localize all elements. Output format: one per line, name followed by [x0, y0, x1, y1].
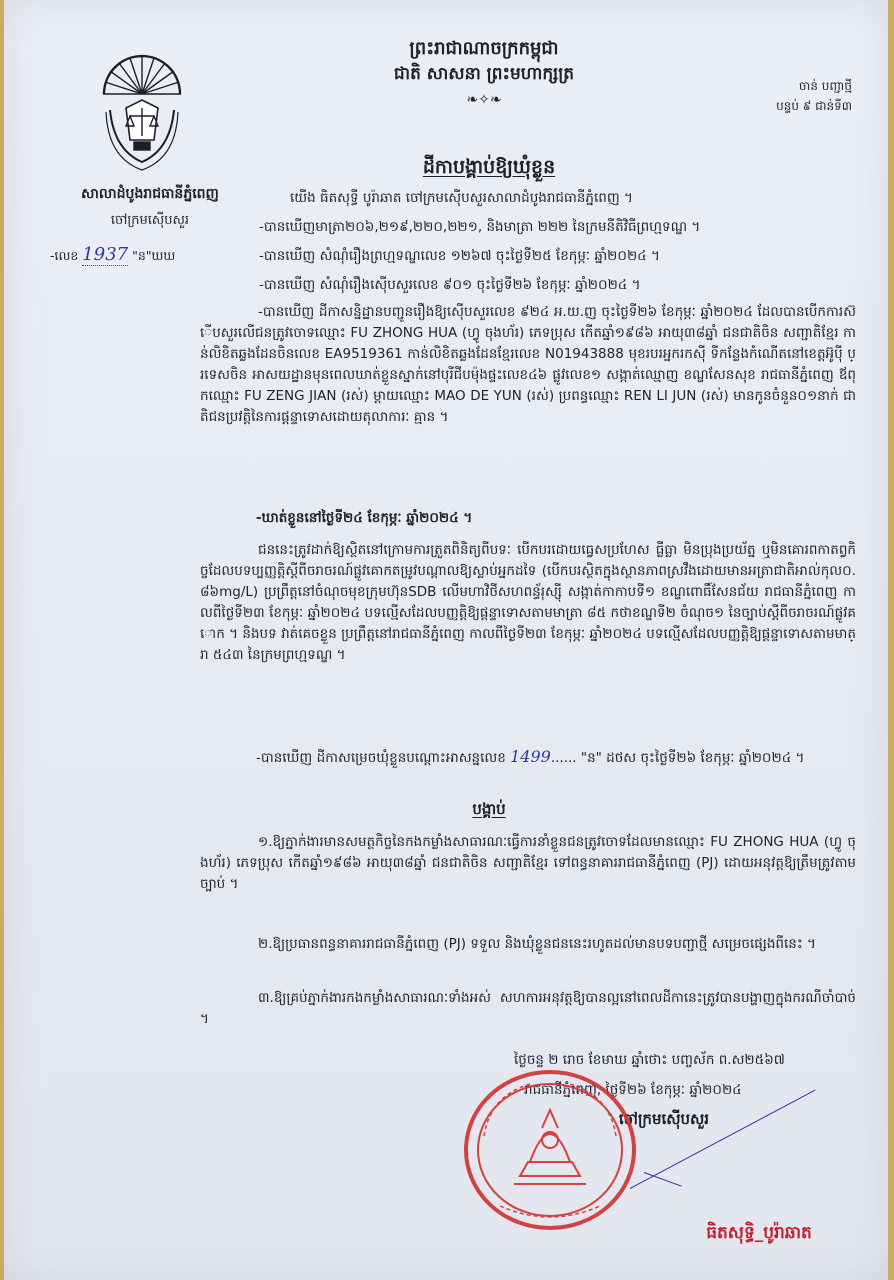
preamble: យើង ធិតសុទ្ធី បូរ៉ាឆាត ចៅក្រមស៊ើបសួរសាលាដំបូងរាជធានីភ្នំពេញ ។ [290, 190, 633, 206]
charges-paragraph: ជននេះត្រូវដាក់ឱ្យស្ថិតនៅក្រោមការត្រួតពិនិត្យពីបទៈ បើកបរដោយធ្វេសប្រហែស ធ្លីធ្លា មិនប្រុងប្រយ័ត្ន ឬមិនគោរពកាតព្វកិច្ចដែលបទប្បញ្ញត្តិស្ដីពីចរាចរណ៍ផ្លូវគោកតម្រូវបណ្ដាលឱ្យស្លាប់អ្នកដទៃ (បើកបរស្ថិតក្នុងស្ថានភាពស្រវឹងដោយមានអត្រាជាតិអាល់កុល០.៨៦mg/L) ប្រព្រឹត្តនៅចំណុចមុខក្រុមហ៊ុនSDB លើមហាវិថីសហពន្ធ័រុស្ស៊ី សង្កាត់កាកាបទី១ ខណ្ឌពោធិ៍សែនជ័យ រាជធានីភ្នំពេញ កាលពីថ្ងៃទី២៣ ខែកុម្ភៈ ឆ្នាំ២០២៤ បទល្មើសដែលបញ្ញត្តិឱ្យផ្ដន្ទាទោសតាមមាត្រា ៨៥ កថាខណ្ឌទី២ ចំណុច១ នៃច្បាប់ស្ដីពីចរាចរណ៍ផ្លូវគោក ។ និងបទ វាត់គេចខ្លួន ប្រព្រឹត្តនៅរាជធានីភ្នំពេញ កាលពីថ្ងៃទី២៣ ខែកុម្ភៈ ឆ្នាំ២០២៤ បទល្មើសដែលបញ្ញត្តិឱ្យផ្ដន្ទាទោសតាមមាត្រា ៥៤៣ នៃក្រមព្រហ្មទណ្ឌ ។ [200, 542, 856, 663]
lunar-date: ថ្ងៃចន្ទ ២ រោច ខែមាឃ ឆ្នាំថោះ បញ្ចស័ក ព.ស២៥៦៧ [514, 1052, 785, 1068]
signature-stroke [644, 1172, 682, 1187]
kingdom-title: ព្រះរាជាណាចក្រកម្ពុជា [409, 38, 559, 59]
provisional-suffix: ...... "ន" ដថស ចុះថ្ងៃទី២៦ ខែកុម្ភៈ ឆ្នាំ២០២៤ ។ [550, 750, 805, 766]
court-seal-stamp-icon [460, 1066, 640, 1234]
consideration-1: -បានឃើញមាត្រា២០៦,២១៩,២២០,២២១, និងមាត្រា ២២២ នៃក្រមនីតិវិធីព្រហ្មទណ្ឌ ។ [259, 219, 701, 235]
order-number [50, 244, 250, 267]
order-item-2: ២.ឱ្យប្រធានពន្ធនាគាររាជធានីភ្នំពេញ (PJ) ទទួល និងឃុំខ្លួនជននេះរហូតដល់មានបទបញ្ជាថ្មី សម្រេចផ្សេងពីនេះ ។ [258, 936, 816, 952]
solar-date: រាជធានីភ្នំពេញ, ថ្ងៃទី២៦ ខែកុម្ភៈ ឆ្នាំ២០២៤ [524, 1082, 742, 1098]
order-item-3: ៣.ឱ្យគ្រប់ភ្នាក់ងារកងកម្លាំងសាធារណៈទាំងអស់ សហការអនុវត្តឱ្យបានល្អនៅពេលដីកានេះត្រូវបានបង្ហាញក្នុងករណីចាំបាច់ ។ [200, 990, 856, 1027]
court-name: សាលាដំបូងរាជធានីភ្នំពេញ [81, 186, 219, 202]
order-number-value: 1937 [82, 244, 129, 265]
signer-title: ចៅក្រមស៊ើបសួរ [618, 1110, 710, 1128]
order-item-1: ១.ឱ្យភ្នាក់ងារមានសមត្ថកិច្ចនៃកងកម្លាំងសាធារណៈធ្វើការនាំខ្លួនជនត្រូវចោទដែលមានឈ្មោះ FU ZHONG HUA (ហ្វូ ចុងហ័រ) ភេទប្រុស កើតឆ្នាំ១៩៨៦ អាយុ៣៨ឆ្នាំ ជនជាតិចិន សញ្ជាតិខ្មែរ ទៅពន្ធនាគាររាជធានីភ្នំពេញ (PJ) ដោយអនុវត្តឱ្យត្រឹមត្រូវតាមច្បាប់ ។ [200, 834, 856, 892]
motto: ជាតិ សាសនា ព្រះមហាក្សត្រ [393, 64, 575, 84]
signer-name: ធិតសុទ្ធិ_បូរ៉ាឆាត [706, 1223, 812, 1243]
ornament: ❧✧❧ [466, 92, 502, 108]
provisional-detention-line [256, 746, 860, 769]
provisional-number: 1499 [510, 747, 551, 766]
order-number-label: -លេខ [50, 248, 83, 263]
order-number-suffix: "ន"ឃឃ [128, 248, 176, 263]
provisional-prefix: -បានឃើញ ដីកាសម្រេចឃុំខ្លួនបណ្ដោះអាសន្នលេខ [256, 750, 511, 766]
file-ref-line2: បន្ទប់ ៩ ជាន់ទី៣ [776, 99, 852, 113]
document-title: ដីកាបង្គាប់ឱ្យឃុំខ្លួន [422, 156, 556, 178]
signature-stroke [630, 1089, 816, 1188]
judge-office: ចៅក្រមស៊ើបសួរ [110, 213, 190, 228]
file-ref-line1: ចាន់ បញ្ជាថ្មី [798, 79, 852, 93]
court-emblem-icon [96, 50, 188, 176]
order-heading: បង្គាប់ [472, 800, 506, 818]
consideration-2: -បានឃើញ សំណុំរឿងព្រហ្មទណ្ឌលេខ ១២៦៧ ចុះថ្ងៃទី២៥ ខែកុម្ភៈ ឆ្នាំ២០២៤ ។ [259, 248, 660, 264]
consideration-3: -បានឃើញ សំណុំរឿងស៊ើបសួរលេខ ៩០១ ចុះថ្ងៃទី២៦ ខែកុម្ភៈ ឆ្នាំ២០២៤ ។ [259, 277, 641, 293]
detained-line: -ឃាត់ខ្លួននៅថ្ងៃទី២៤ ខែកុម្ភៈ ឆ្នាំ២០២៤ ។ [256, 510, 473, 526]
case-paragraph: -បានឃើញ ដីកាសន្និដ្ឋានបញ្ជូនរឿងឱ្យស៊ើបសួរលេខ ៩២៤ អ.យ.ញ ចុះថ្ងៃទី២៦ ខែកុម្ភៈ ឆ្នាំ២០២៤ ដែលបានបើកការស៊ើបសួរលើជនត្រូវចោទឈ្មោះ FU ZHONG HUA (ហ្វូ ចុងហ័រ) ភេទប្រុស កើតឆ្នាំ១៩៨៦ អាយុ៣៨ឆ្នាំ ជនជាតិចិន សញ្ជាតិខ្មែរ កាន់លិខិតឆ្លងដែនចិនលេខ EA9519361 កាន់លិខិតឆ្លងដែនខ្មែរលេខ N01943888 មុខរបរអ្នករកស៊ី ទីកន្លែងកំណើតនៅខេត្តអ៊ូប៉ី ប្រទេសចិន អាសយដ្ឋានមុនពេលឃាត់ខ្លួនស្នាក់នៅបុរីជីបម៉ុងផ្ទះលេខ៤៦ ផ្លូវលេខ១ សង្កាត់ឈ្មោញ ខណ្ឌសែនសុខ រាជធានីភ្នំពេញ ឪពុកឈ្មោះ FU ZENG JIAN (រស់) ម្ដាយឈ្មោះ MAO DE YUN (រស់) ប្រពន្ធឈ្មោះ REN LI JUN (រស់) មានកូនចំនួន០១នាក់ ជាតិជនប្រវត្តិនៃការផ្ដន្ទាទោសដោយតុលាការៈ គ្មាន ។ [200, 304, 856, 425]
document-page [4, 0, 888, 1280]
